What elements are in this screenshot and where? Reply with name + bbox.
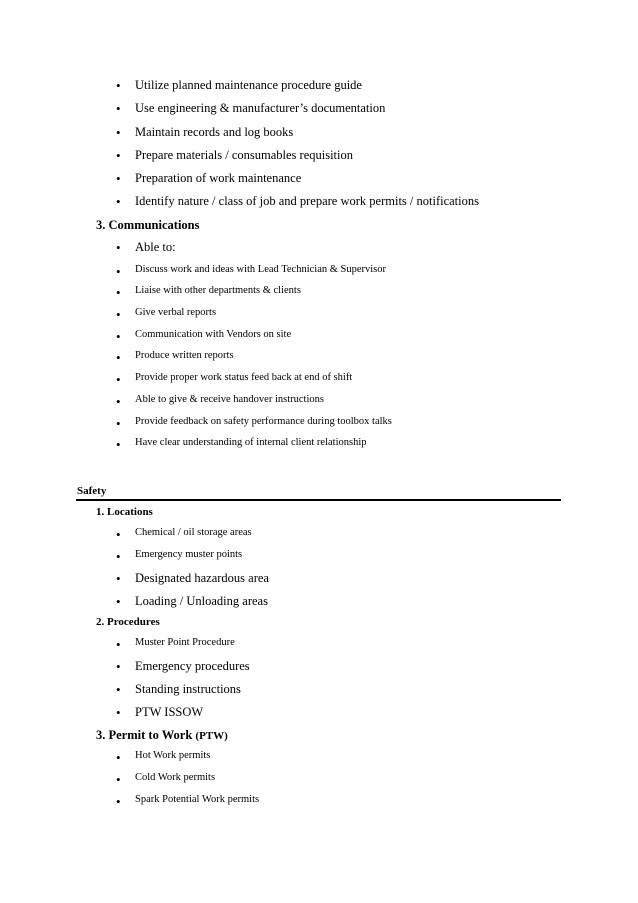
list-item	[117, 148, 353, 163]
list-item	[117, 125, 293, 140]
list-item-text: Maintain records and log books	[135, 125, 294, 139]
list-item-text: Provide feedback on safety performance during toolbox talks	[135, 416, 392, 427]
list-item	[117, 437, 367, 448]
list-item-text: Muster Point Procedure	[135, 637, 235, 648]
list-item-text: Emergency procedures	[135, 659, 250, 673]
list-item-text: Cold Work permits	[135, 772, 216, 783]
list-item-text: Have clear understanding of internal client relationship	[135, 437, 367, 448]
list-item-text: Liaise with other departments & clients	[135, 285, 301, 296]
list-item	[117, 527, 252, 538]
list-item-text: Give verbal reports	[135, 307, 217, 318]
list-item	[117, 594, 268, 609]
list-item	[117, 794, 259, 805]
list-item	[117, 571, 269, 586]
list-item-text: Spark Potential Work permits	[135, 794, 260, 805]
list-item-text: Communication with Vendors on site	[135, 329, 292, 340]
section-divider	[76, 499, 561, 501]
list-item-text: Utilize planned maintenance procedure guide	[135, 78, 362, 92]
list-item	[117, 350, 234, 361]
list-item	[117, 101, 385, 116]
list-item-text: Preparation of work maintenance	[135, 171, 302, 185]
list-item	[117, 750, 210, 761]
list-item	[117, 171, 301, 186]
list-item-text: Standing instructions	[135, 682, 241, 696]
list-item-text: Hot Work permits	[135, 750, 211, 761]
locations-heading: 1. Locations	[96, 506, 153, 518]
list-item-text: Able to give & receive handover instructions	[135, 394, 324, 405]
list-item-text: Designated hazardous area	[135, 571, 269, 585]
list-item	[117, 372, 352, 383]
list-item	[117, 329, 291, 340]
list-item-text: Provide proper work status feed back at end of shift	[135, 372, 353, 383]
list-item-text: Chemical / oil storage areas	[135, 527, 252, 538]
list-item	[117, 78, 362, 93]
list-item-text: Prepare materials / consumables requisition	[135, 148, 353, 162]
list-item-text: Produce written reports	[135, 350, 234, 361]
list-item-text: Loading / Unloading areas	[135, 594, 268, 608]
list-item-text: PTW ISSOW	[135, 705, 204, 719]
ptw-heading	[96, 728, 228, 743]
list-item	[117, 264, 386, 275]
list-item	[117, 394, 324, 405]
list-item	[117, 705, 203, 720]
list-item-text: Able to:	[135, 240, 176, 254]
list-item	[117, 682, 241, 697]
list-item	[117, 772, 215, 783]
communications-heading: 3. Communications	[96, 218, 200, 232]
list-item	[117, 549, 242, 560]
list-item	[117, 285, 301, 296]
list-item	[117, 659, 250, 674]
ptw-heading-suffix: (PTW)	[195, 730, 228, 742]
list-item	[117, 307, 216, 318]
list-item-text: Use engineering & manufacturer’s documentation	[135, 101, 386, 115]
ptw-heading-text: 3. Permit to Work	[96, 728, 193, 742]
safety-title: Safety	[77, 485, 107, 497]
procedures-heading: 2. Procedures	[96, 616, 160, 628]
list-item	[117, 240, 176, 255]
list-item-text: Emergency muster points	[135, 549, 243, 560]
list-item	[117, 194, 479, 209]
list-item	[117, 416, 392, 427]
list-item	[117, 637, 235, 648]
list-item-text: Discuss work and ideas with Lead Technician & Supervisor	[135, 264, 387, 275]
list-item-text: Identify nature / class of job and prepare work permits / notifications	[135, 194, 479, 208]
